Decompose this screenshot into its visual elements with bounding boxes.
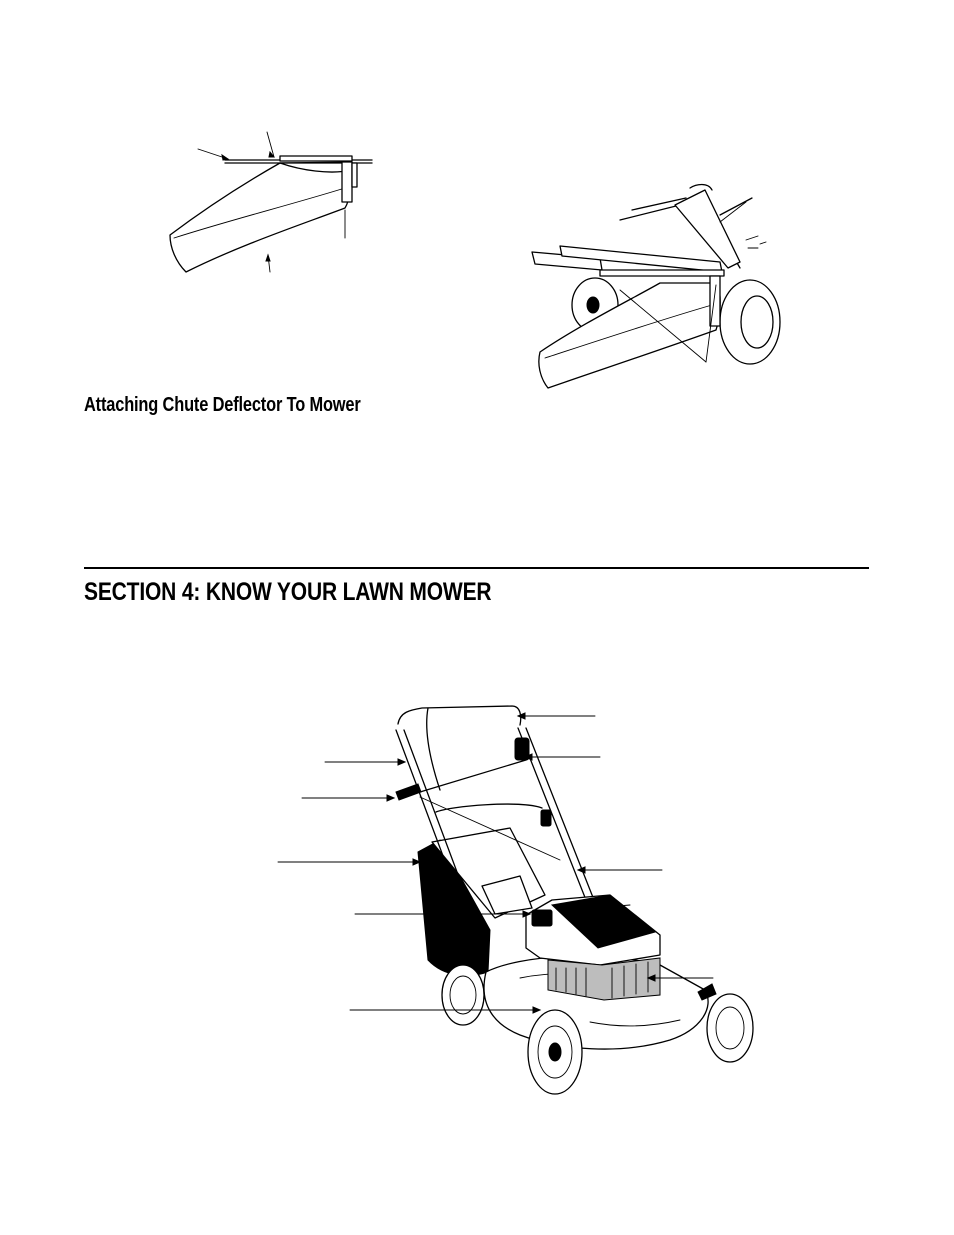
subsection-title: Attaching Chute Deflector To Mower — [84, 394, 361, 416]
section-title: SECTION 4: KNOW YOUR LAWN MOWER — [84, 578, 492, 606]
